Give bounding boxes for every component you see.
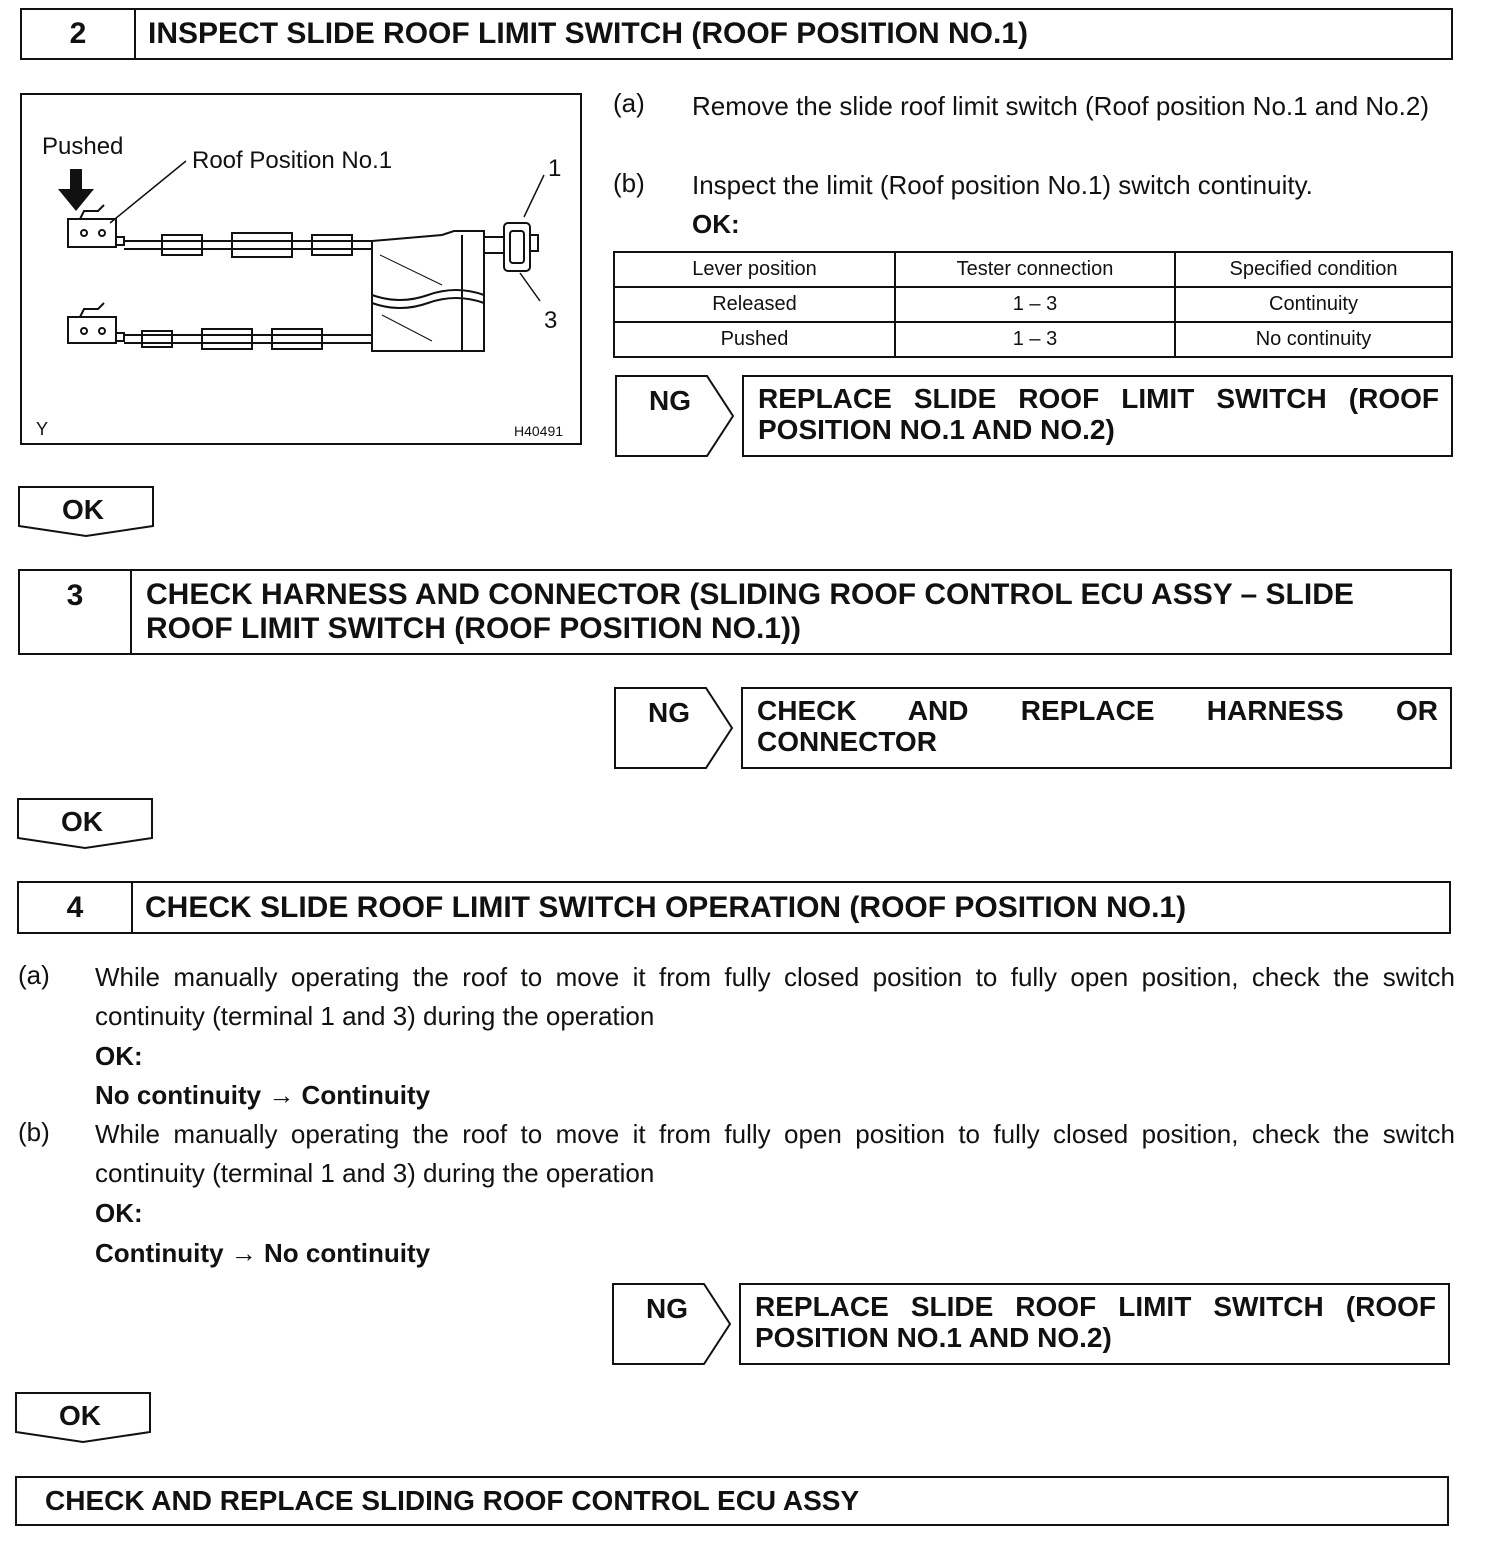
terminal-3-label: 3 [544,307,558,334]
table-header: Lever position [614,252,895,287]
terminal-1-label: 1 [548,155,562,182]
step4-item-a-text: While manually operating the roof to move it from fully closed position to fully open position, check the switch continuity (terminal 1 and 3) during the operation [95,962,1455,1031]
final-step-title: CHECK AND REPLACE SLIDING ROOF CONTROL ECU ASSY [45,1485,860,1516]
table-row [614,287,1452,322]
step2-item-a-marker: (a) [613,88,645,118]
table-cell: No continuity [1175,322,1452,357]
table-cell: 1 – 3 [895,287,1175,322]
step2-ng-tag [615,375,735,457]
step2-item-a-text: Remove the slide roof limit switch (Roof position No.1 and No.2) [692,91,1429,121]
step2-header [20,8,1453,60]
table-header: Specified condition [1175,252,1452,287]
step2-spec-table [613,251,1453,358]
step4-item-b-marker: (b) [18,1117,50,1147]
step4-item-a-ok: OK: [95,1041,143,1071]
ng-label: NG [646,1293,688,1324]
step2-ng-action: REPLACE SLIDE ROOF LIMIT SWITCH (ROOF POSITION NO.1 AND NO.2) [742,375,1453,457]
ng-label: NG [648,697,690,728]
ok-label: OK [62,494,104,525]
step3-ok-tag [17,798,155,850]
step3-header [18,569,1452,655]
step4-item-a-marker: (a) [18,960,50,990]
step3-ng-tag [614,687,734,769]
step4-ng-action: REPLACE SLIDE ROOF LIMIT SWITCH (ROOF POSITION NO.1 AND NO.2) [739,1283,1450,1365]
ng-label: NG [649,385,691,416]
figure-corner-letter: Y [36,419,49,439]
step4-item-a-result: No continuity → Continuity [95,1080,431,1110]
step4-item-b-ok: OK: [95,1198,143,1228]
step2-figure [20,93,582,445]
table-cell: 1 – 3 [895,322,1175,357]
table-row [614,322,1452,357]
roof-position-label: Roof Position No.1 [192,147,393,174]
connector-icon [484,175,544,301]
upper-limit-switch [68,205,124,247]
step4-title: CHECK SLIDE ROOF LIMIT SWITCH OPERATION (ROOF POSITION NO.1) [145,890,1187,924]
ok-label: OK [59,1400,101,1431]
step2-ok-label: OK: [692,209,740,239]
lower-limit-switch [68,303,124,343]
pushed-label: Pushed [42,133,124,160]
table-header-row [614,252,1452,287]
table-header: Tester connection [895,252,1175,287]
lower-cable [124,329,372,349]
upper-cable [124,233,372,257]
step2-item-b-text: Inspect the limit (Roof position No.1) switch continuity. [692,170,1313,200]
step4-header [17,881,1451,934]
figure-code: H40491 [514,423,564,439]
step4-number: 4 [19,883,133,932]
step4-item-b-text: While manually operating the roof to move it from fully open position to fully closed position, check the switch continuity (terminal 1 and 3) during the operation [95,1119,1455,1188]
step2-title: INSPECT SLIDE ROOF LIMIT SWITCH (ROOF POSITION NO.1) [148,17,1029,50]
step2-number: 2 [22,10,136,58]
step2-ok-tag [18,486,156,538]
harness-sleeve [372,231,484,351]
step4-ng-tag [612,1283,732,1365]
table-cell: Pushed [614,322,895,357]
table-cell: Released [614,287,895,322]
pushed-arrow-icon [58,169,94,211]
table-cell: Continuity [1175,287,1452,322]
step3-number: 3 [20,571,132,653]
step4-item-b-result: Continuity → No continuity [95,1238,431,1268]
step3-title: CHECK HARNESS AND CONNECTOR (SLIDING ROOF CONTROL ECU ASSY – SLIDE ROOF LIMIT SWITCH (ROOF POSITION NO.1)) [146,578,1354,645]
step3-ng-action: CHECK AND REPLACE HARNESS OR CONNECTOR [741,687,1452,769]
step4-ok-tag [15,1392,153,1444]
step2-item-b-marker: (b) [613,168,645,198]
final-step-box [15,1476,1449,1526]
ok-label: OK [61,806,103,837]
